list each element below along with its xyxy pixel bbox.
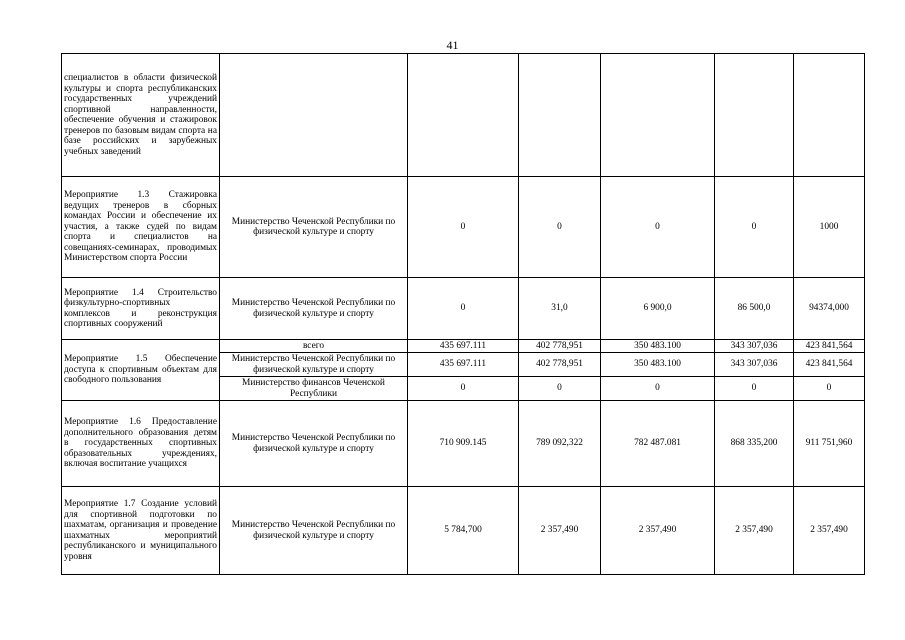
value-cell: 0: [715, 377, 794, 401]
value-cell: [601, 54, 715, 177]
value-cell: 0: [408, 278, 519, 340]
table-row: [62, 54, 865, 177]
measure-description: Мероприятие 1.5 Обеспечение доступа к спортивным объектам для свободного пользования: [62, 340, 220, 401]
executor-cell: Министерство финансов Чеченской Республики: [220, 377, 408, 401]
program-table: [61, 53, 865, 575]
table-row: [62, 487, 865, 575]
value-cell: 343 307,036: [715, 340, 794, 353]
value-cell: 435 697.111: [408, 353, 519, 377]
measure-description: специалистов в области физической культуры и спорта республиканских государственных учреждений спортивной направленности, обеспечение обучения и стажировок тренеров по базовым видам спорта на базе российских и зарубежных учебных заведений: [62, 54, 220, 177]
measure-description: Мероприятие 1.4 Строительство физкультурно-спортивных комплексов и реконструкция спортивных сооружений: [62, 278, 220, 340]
table-row: [62, 401, 865, 487]
value-cell: 423 841,564: [794, 340, 865, 353]
value-cell: 6 900,0: [601, 278, 715, 340]
value-cell: 0: [794, 377, 865, 401]
executor-cell: Министерство Чеченской Республики по физической культуре и спорту: [220, 487, 408, 575]
table-row: [62, 340, 865, 353]
value-cell: 782 487.081: [601, 401, 715, 487]
value-cell: 0: [601, 377, 715, 401]
measure-description: Мероприятие 1.7 Создание условий для спортивной подготовки по шахматам, организация и проведение шахматных мероприятий республиканского и муниципального уровня: [62, 487, 220, 575]
value-cell: 0: [519, 177, 601, 278]
value-cell: 0: [408, 177, 519, 278]
value-cell: 350 483.100: [601, 340, 715, 353]
value-cell: 86 500,0: [715, 278, 794, 340]
value-cell: [408, 54, 519, 177]
executor-cell: Министерство Чеченской Республики по физической культуре и спорту: [220, 401, 408, 487]
value-cell: 423 841,564: [794, 353, 865, 377]
value-cell: 0: [601, 177, 715, 278]
value-cell: 2 357,490: [601, 487, 715, 575]
value-cell: 2 357,490: [519, 487, 601, 575]
total-label: всего: [220, 340, 408, 353]
page-number: 41: [446, 38, 459, 52]
executor-cell: [220, 54, 408, 177]
value-cell: 0: [408, 377, 519, 401]
value-cell: 710 909.145: [408, 401, 519, 487]
value-cell: 343 307,036: [715, 353, 794, 377]
value-cell: [519, 54, 601, 177]
measure-description: Мероприятие 1.6 Предоставление дополнительного образования детям в государственных спортивных образовательных учреждениях, включая воспитание учащихся: [62, 401, 220, 487]
executor-cell: Министерство Чеченской Республики по физической культуре и спорту: [220, 278, 408, 340]
value-cell: 94374,000: [794, 278, 865, 340]
value-cell: 31,0: [519, 278, 601, 340]
value-cell: 435 697.111: [408, 340, 519, 353]
value-cell: 868 335,200: [715, 401, 794, 487]
value-cell: 350 483.100: [601, 353, 715, 377]
value-cell: 402 778,951: [519, 353, 601, 377]
executor-cell: Министерство Чеченской Республики по физической культуре и спорту: [220, 353, 408, 377]
value-cell: 789 092,322: [519, 401, 601, 487]
value-cell: 5 784,700: [408, 487, 519, 575]
value-cell: 2 357,490: [715, 487, 794, 575]
value-cell: 1000: [794, 177, 865, 278]
value-cell: [715, 54, 794, 177]
executor-cell: Министерство Чеченской Республики по физической культуре и спорту: [220, 177, 408, 278]
value-cell: [794, 54, 865, 177]
value-cell: 402 778,951: [519, 340, 601, 353]
measure-description: Мероприятие 1.3 Стажировка ведущих тренеров в сборных командах России и обеспечение их участия, а также судей по видам спорта и специалистов на совещаниях-семинарах, проводимых Министерством спорта России: [62, 177, 220, 278]
value-cell: 0: [519, 377, 601, 401]
table-row: [62, 177, 865, 278]
value-cell: 911 751,960: [794, 401, 865, 487]
value-cell: 2 357,490: [794, 487, 865, 575]
table-row: [62, 278, 865, 340]
value-cell: 0: [715, 177, 794, 278]
